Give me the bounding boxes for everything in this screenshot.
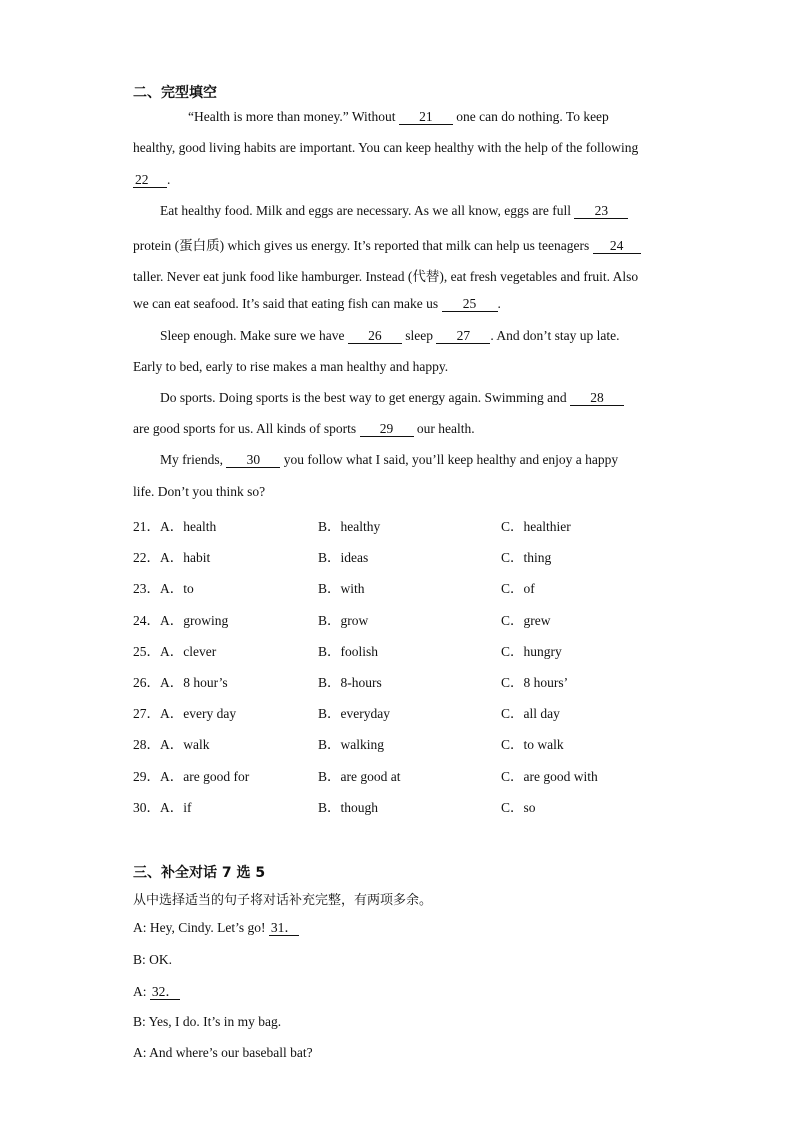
dialogue-line-5: A: And where’s our baseball bat? (133, 1045, 313, 1060)
option-number: 22． (133, 550, 160, 565)
option-a[interactable]: A．growing (160, 613, 229, 628)
option-c[interactable]: C．all day (501, 706, 560, 721)
option-c[interactable]: C．grew (501, 613, 551, 628)
option-b[interactable]: B．ideas (318, 550, 369, 565)
blank-27[interactable]: 27 (436, 329, 490, 344)
option-a[interactable]: A．every day (160, 706, 237, 721)
blank-30[interactable]: 30 (226, 453, 280, 468)
p1-line1: “Health is more than money.” Without 21 one can do nothing. To keep (188, 109, 609, 124)
dialogue-line-2: B: OK. (133, 952, 173, 967)
option-b[interactable]: B．though (318, 800, 379, 815)
blank-32[interactable]: 32． (151, 984, 179, 999)
option-b[interactable]: B．with (318, 581, 365, 596)
p2-line4: we can eat seafood. It’s said that eating fish can make us 25 . (133, 296, 501, 311)
option-a[interactable]: A．habit (160, 550, 211, 565)
option-number: 21． (133, 519, 160, 534)
p1-line2: healthy, good living habits are important. You can keep healthy with the help of the following (133, 140, 639, 155)
option-a[interactable]: A．health (160, 519, 217, 534)
option-b[interactable]: B．grow (318, 613, 369, 628)
blank-31[interactable]: 31． (270, 920, 298, 935)
option-b[interactable]: B．8-hours (318, 675, 382, 690)
p3-line1: Sleep enough. Make sure we have 26 sleep 27 . And don’t stay up late. (160, 328, 620, 343)
blank-26[interactable]: 26 (348, 329, 402, 344)
p1-line3: 22 . (135, 172, 171, 187)
blank-23[interactable]: 23 (574, 204, 628, 219)
p4-line2: are good sports for us. All kinds of sports 29 our health. (133, 421, 475, 436)
p5-line1: My friends, 30 you follow what I said, you’ll keep healthy and enjoy a happy (160, 452, 619, 467)
blank-29[interactable]: 29 (360, 422, 414, 437)
option-c[interactable]: C．are good with (501, 769, 598, 784)
blank-21[interactable]: 21 (399, 110, 453, 125)
blank-28[interactable]: 28 (570, 391, 624, 406)
option-a[interactable]: A．clever (160, 644, 217, 659)
option-number: 23． (133, 581, 160, 596)
section3-heading: 三、补全对话 7 选 5 (133, 865, 266, 881)
blank-24[interactable]: 24 (593, 239, 641, 254)
option-c[interactable]: C．8 hours’ (501, 675, 569, 690)
p2-line2: protein (蛋白质) which gives us energy. It’s reported that milk can help us teenagers 24 (133, 234, 641, 254)
p3-line2: Early to bed, early to rise makes a man healthy and happy. (133, 359, 449, 374)
p2-line3: taller. Never eat junk food like hamburger. Instead (代替), eat fresh vegetables and fruit. Also (133, 269, 639, 284)
option-a[interactable]: A．if (160, 800, 192, 815)
dialogue-line-1: A: Hey, Cindy. Let’s go! 31． (133, 920, 298, 935)
blank-25[interactable]: 25 (442, 297, 498, 312)
option-a[interactable]: A．to (160, 581, 194, 596)
option-c[interactable]: C．hungry (501, 644, 562, 659)
option-number: 25． (133, 644, 160, 659)
option-b[interactable]: B．foolish (318, 644, 379, 659)
option-c[interactable]: C．thing (501, 550, 552, 565)
option-number: 28． (133, 737, 160, 752)
option-b[interactable]: B．walking (318, 737, 384, 752)
option-c[interactable]: C．healthier (501, 519, 571, 534)
p5-line2: life. Don’t you think so? (133, 484, 266, 499)
blank-22[interactable]: 22 (133, 173, 167, 188)
option-b[interactable]: B．are good at (318, 769, 401, 784)
option-number: 24． (133, 613, 160, 628)
option-c[interactable]: C．so (501, 800, 536, 815)
option-a[interactable]: A．8 hour’s (160, 675, 228, 690)
option-a[interactable]: A．walk (160, 737, 210, 752)
section3-instruction: 从中选择适当的句子将对话补充完整，有两项多余。 (133, 893, 433, 908)
option-b[interactable]: B．everyday (318, 706, 390, 721)
section2-heading: 二、完型填空 (133, 85, 217, 101)
option-c[interactable]: C．to walk (501, 737, 564, 752)
option-number: 30． (133, 800, 160, 815)
option-number: 26． (133, 675, 160, 690)
dialogue-line-4: B: Yes, I do. It’s in my bag. (133, 1014, 282, 1029)
option-b[interactable]: B．healthy (318, 519, 381, 534)
option-number: 29． (133, 769, 160, 784)
p2-line1: Eat healthy food. Milk and eggs are necessary. As we all know, eggs are full 23 (160, 203, 628, 219)
dialogue-line-3: A: 32． (133, 984, 179, 999)
p4-line1: Do sports. Doing sports is the best way to get energy again. Swimming and 28 (160, 390, 624, 406)
option-number: 27． (133, 706, 160, 721)
option-a[interactable]: A．are good for (160, 769, 250, 784)
option-c[interactable]: C．of (501, 581, 535, 596)
